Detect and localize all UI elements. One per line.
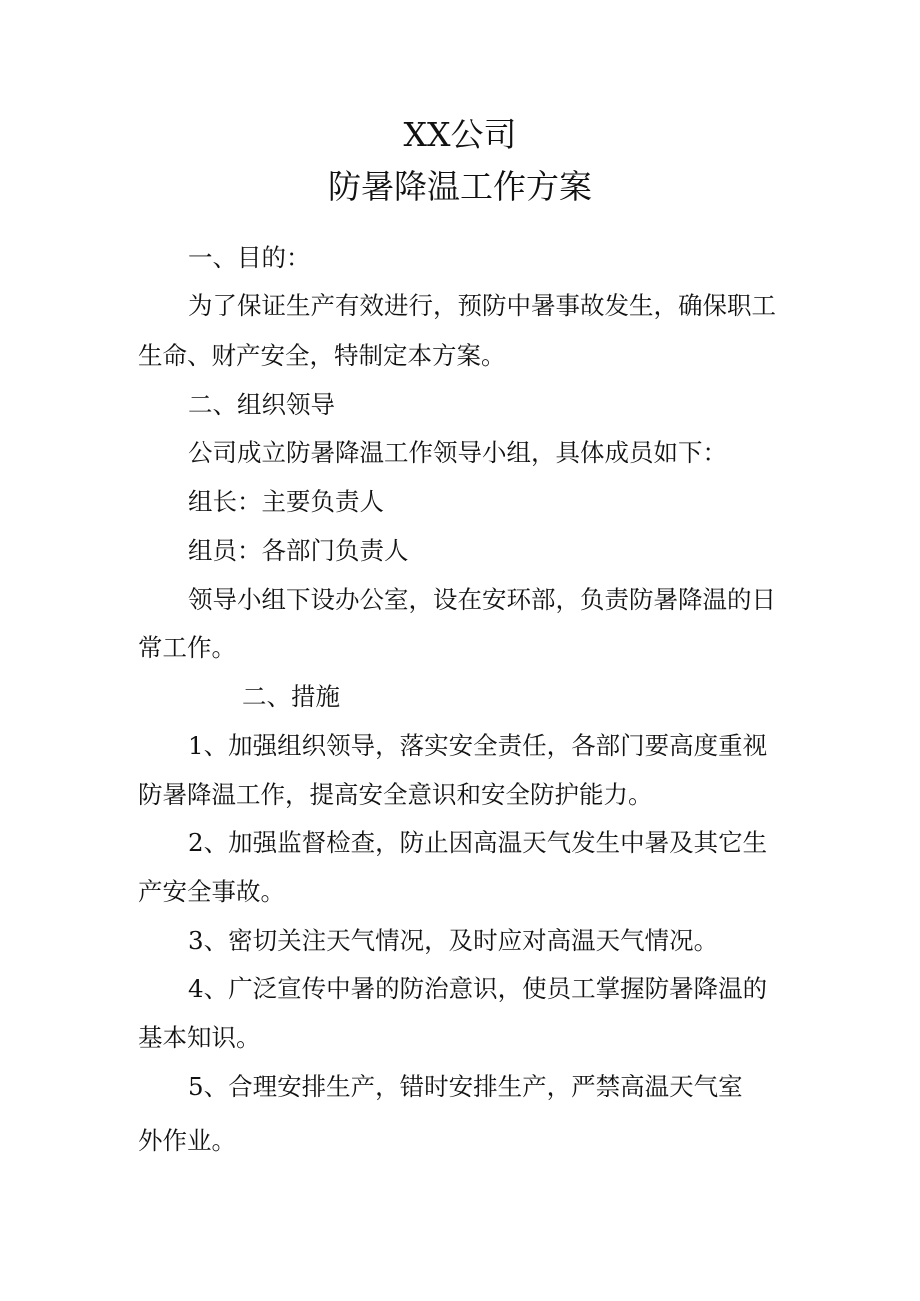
paragraph-line: 常工作。 [138, 633, 236, 662]
paragraph-line: 防暑降温工作，提高安全意识和安全防护能力。 [138, 780, 653, 809]
paragraph-line: 生命、财产安全，特制定本方案。 [138, 341, 506, 370]
list-item: 1、加强组织领导，落实安全责任，各部门要高度重视 [188, 731, 768, 760]
paragraph-line: 产安全事故。 [138, 877, 285, 906]
section-heading-purpose: 一、目的： [188, 243, 311, 272]
list-item: 2、加强监督检查，防止因高温天气发生中暑及其它生 [188, 828, 768, 857]
list-item: 4、广泛宣传中暑的防治意识，使员工掌握防暑降温的 [188, 974, 768, 1003]
section-heading-organization: 二、组织领导 [188, 390, 335, 419]
paragraph-line: 组员：各部门负责人 [188, 536, 409, 565]
section-heading-measures: 二、措施 [242, 682, 340, 711]
list-item: 5、合理安排生产，错时安排生产，严禁高温天气室 [188, 1072, 743, 1101]
paragraph-line: 外作业。 [138, 1126, 236, 1155]
paragraph-line: 公司成立防暑降温工作领导小组，具体成员如下： [188, 438, 727, 467]
paragraph-line: 领导小组下设办公室，设在安环部，负责防暑降温的日 [188, 585, 776, 614]
document-title: 防暑降温工作方案 [328, 167, 592, 206]
paragraph-line: 基本知识。 [138, 1023, 261, 1052]
document-title-company: XX公司 [403, 115, 517, 154]
list-item: 3、密切关注天气情况，及时应对高温天气情况。 [188, 926, 719, 955]
paragraph-line: 为了保证生产有效进行，预防中暑事故发生，确保职工 [188, 291, 776, 320]
paragraph-line: 组长：主要负责人 [188, 487, 384, 516]
